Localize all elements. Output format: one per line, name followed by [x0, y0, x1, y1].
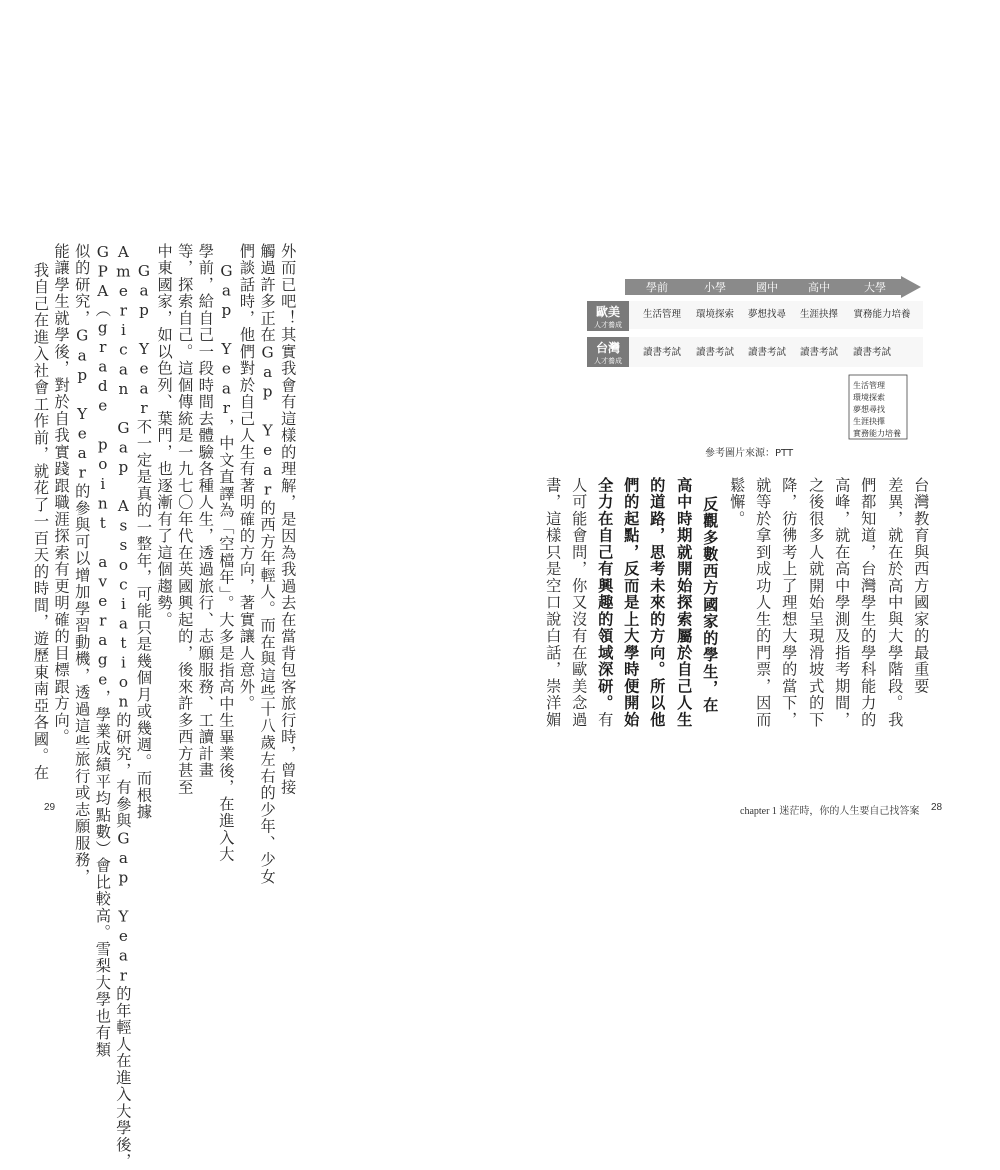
right-text-line: 差異，就在於高中與大學階段。我 — [886, 477, 905, 729]
row-item: 讀書考試 — [642, 347, 682, 358]
delayed-skill: 生活管理 — [853, 381, 885, 390]
stage-label: 小學 — [704, 281, 726, 294]
text-fragment: 有 — [596, 711, 615, 729]
right-text-line: 們都知道，台灣學生的學科能力的 — [859, 477, 878, 729]
delayed-skill: 生涯抉擇 — [853, 417, 885, 426]
bold-text-line: 全力在自己有興趣的領域深研。 — [596, 477, 615, 712]
row-item: 生涯抉擇 — [799, 309, 839, 320]
page-number-right: 28 — [931, 802, 943, 813]
page-number-left: 29 — [44, 802, 56, 813]
bold-text-line: 們的起點，反而是上大學時便開始 — [622, 477, 641, 729]
bold-text-line: 反觀多數西方國家的學生，在 — [701, 496, 720, 714]
left-text-line: 能讓學生就學後，對於自我實踐跟職涯探索有更明確的目標跟方向。 — [52, 243, 71, 746]
row-item: 讀書考試 — [747, 347, 787, 358]
right-text-line: 降，彷彿考上了理想大學的當下， — [780, 477, 799, 729]
right-text-line: 之後很多人就開始呈現滑坡式的下 — [807, 477, 826, 729]
row-item: 環境探索 — [695, 309, 735, 320]
left-text-line: 們談話時，他們對於自己人生有著明確的方向，著實讓人意外。 — [238, 243, 256, 712]
row-item: 夢想找尋 — [747, 309, 787, 320]
left-text-line: 似的研究，Gap Year的參與可以增加學習動機，透過這些旅行或志願服務， — [73, 243, 92, 886]
stage-label: 高中 — [808, 281, 830, 294]
diagram-svg — [587, 275, 927, 455]
row-label: 歐美 — [595, 305, 621, 319]
row-sublabel: 人才養成 — [594, 357, 622, 365]
row-item: 讀書考試 — [852, 347, 892, 358]
education-comparison-diagram — [587, 275, 927, 455]
row-sublabel: 人才養成 — [594, 321, 622, 329]
stage-label: 國中 — [756, 281, 778, 294]
left-text-line: 學前，給自己一段時間去體驗各種人生，透過旅行、志願服務、工讀計畫 — [196, 243, 215, 779]
delayed-skill: 實務能力培養 — [853, 429, 901, 438]
left-text-line: American Gap Association的研究，有參與Gap Year的年輕人在進入大學後， — [114, 243, 133, 1170]
right-text-line: 就等於拿到成功人生的門票，因而 — [754, 477, 773, 729]
right-text-line: 台灣教育與西方國家的最重要 — [912, 477, 931, 695]
stage-label: 大學 — [864, 281, 886, 294]
left-text-line: 觸過許多正在Gap Year的西方年輕人。而在與這些十八歲左右的少年、少女 — [258, 243, 277, 886]
bold-text-line: 高中時期就開始探索屬於自己人生 — [675, 477, 694, 729]
chapter-header: chapter 1 迷茫時，你的人生要自己找答案 — [740, 806, 920, 817]
right-text-line: 高峰，就在高中學測及指考期間， — [833, 477, 852, 729]
row-item: 實務能力培養 — [853, 309, 911, 320]
delayed-skill: 夢想尋找 — [853, 405, 885, 414]
stage-label: 學前 — [646, 281, 668, 294]
right-text-line: 人可能會問，你又沒有在歐美念過 — [570, 477, 589, 729]
row-item: 讀書考試 — [695, 347, 735, 358]
left-text-line: 外而已吧！其實我會有這樣的理解，是因為我過去在當背包客旅行時，曾接 — [279, 243, 298, 796]
row-item: 讀書考試 — [799, 347, 839, 358]
left-text-line: Gap Year，中文直譯為「空檔年」。大多是指高中生畢業後，在進入大 — [217, 262, 236, 864]
row-label: 台灣 — [595, 341, 621, 355]
right-text-line: 書，這樣只是空口說白話，崇洋媚 — [544, 477, 563, 729]
row-item: 生活管理 — [642, 309, 682, 320]
right-text-line: 鬆懈。 — [728, 477, 747, 528]
left-text-line: Gap Year不一定是真的一整年，可能只是幾個月或幾週。而根據 — [135, 262, 153, 821]
left-text-line: 中東國家，如以色列、葉門，也逐漸有了這個趨勢。 — [155, 243, 174, 629]
left-text-line: 等，探索自己。這個傳統是一九七〇年代在英國興起的，後來許多西方甚至 — [176, 243, 195, 796]
mixed-text-line — [596, 477, 615, 729]
delayed-skill: 環境探索 — [853, 393, 885, 402]
left-text-line: 我自己在進入社會工作前，就花了一百天的時間，遊歷東南亞各國。在 — [32, 262, 50, 782]
bold-text-line: 的道路，思考未來的方向。所以他 — [648, 477, 667, 729]
left-text-line: GPA（grade point average，學業成績平均點數）會比較高。雪梨大學也有類 — [93, 243, 112, 1059]
diagram-caption: 參考圖片來源：PTT — [705, 448, 794, 459]
